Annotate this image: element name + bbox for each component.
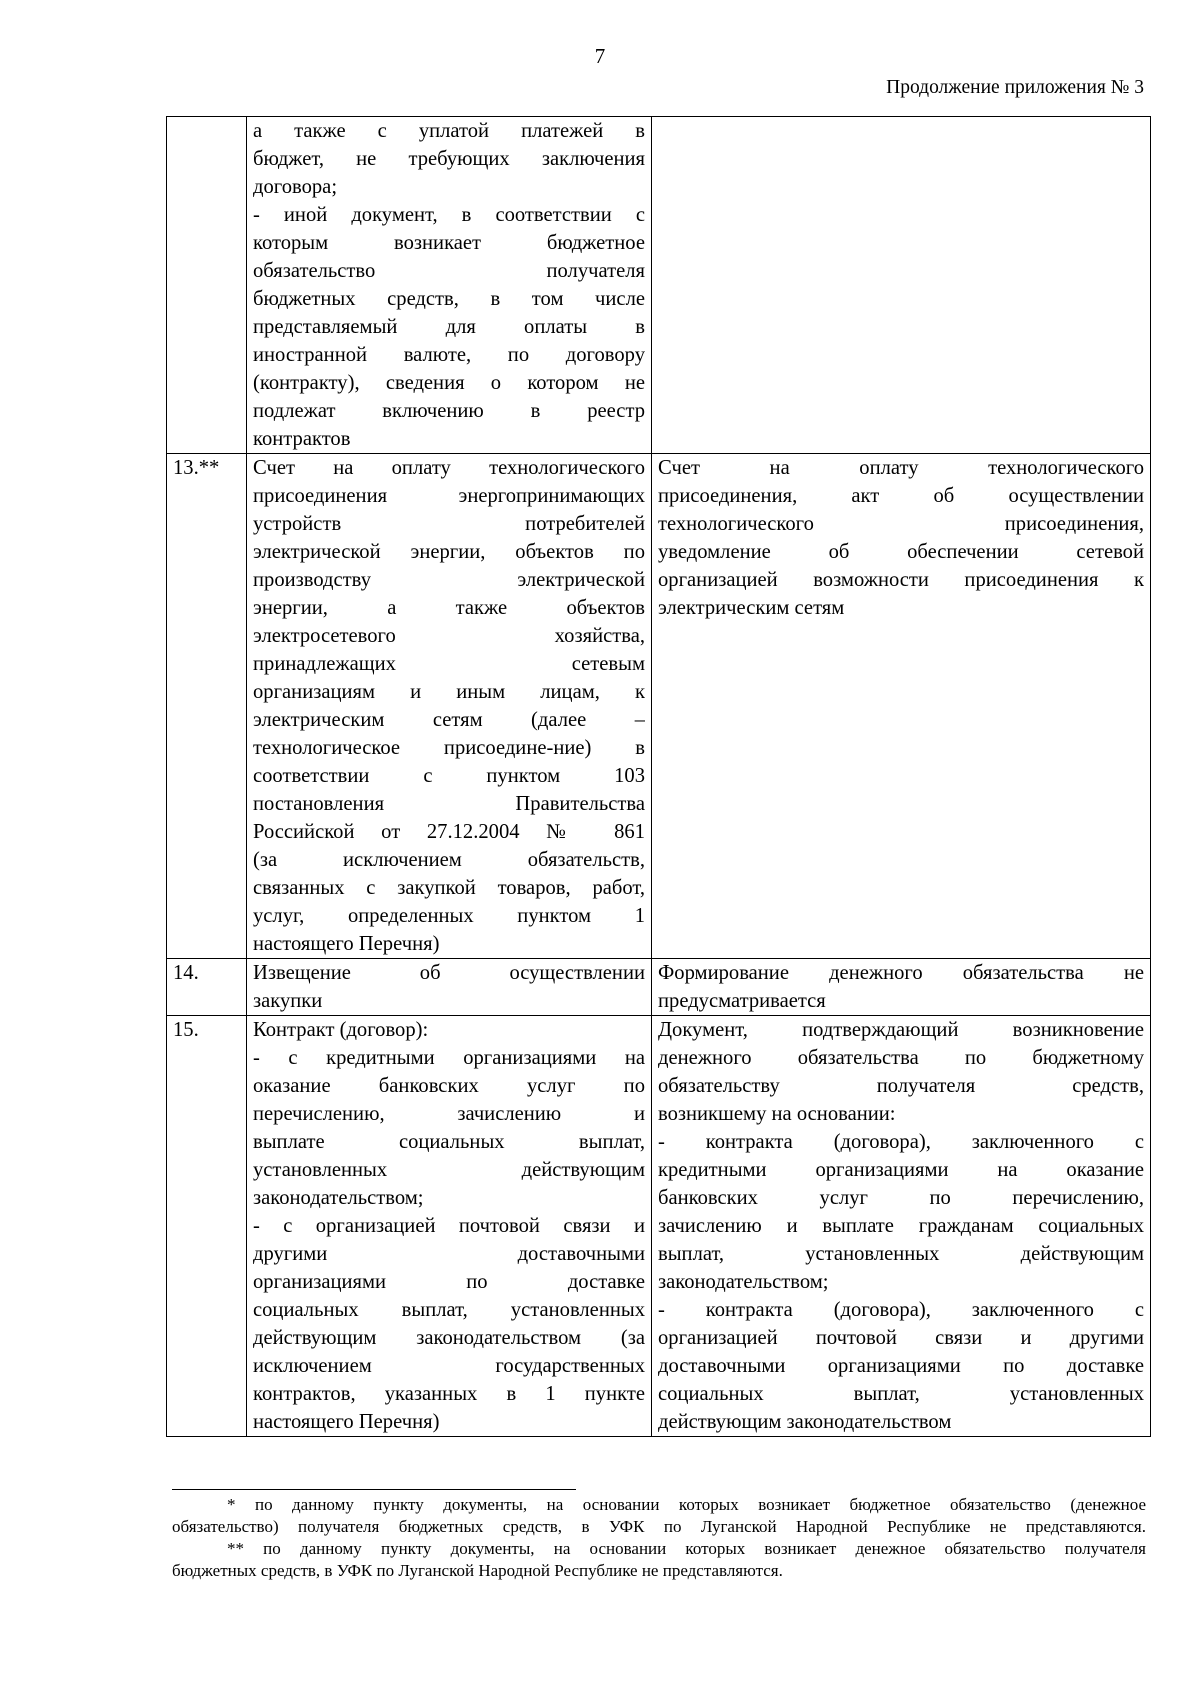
row-number-cell [167, 454, 247, 959]
row-number-cell [167, 1016, 247, 1437]
cell-line: соответствии с пунктом 103 [253, 765, 645, 787]
cell-line: услуг, определенных пунктом 1 [253, 905, 645, 927]
cell-line: организациям и иным лицам, к [253, 681, 645, 703]
table-row [167, 1016, 1151, 1437]
cell-line: электросетевого хозяйства, [253, 625, 645, 647]
cell-line: Счет на оплату технологического [658, 457, 1144, 479]
cell-line: исключением государственных [253, 1355, 645, 1377]
cell-line: постановления Правительства [253, 793, 645, 815]
document-cell [247, 1016, 652, 1437]
cell-line: подлежат включению в реестр [253, 400, 645, 422]
cell-line: представляемый для оплаты в [253, 316, 645, 338]
footnote-line: ** по данному пункту документы, на основании которых возникает денежное обязательство получателя [227, 1539, 1146, 1558]
cell-line: - с организацией почтовой связи и [253, 1215, 645, 1237]
cell-line: кредитными организациями на оказание [658, 1159, 1144, 1181]
basis-cell [652, 117, 1151, 454]
cell-line: другими доставочными [253, 1243, 645, 1265]
cell-line: - контракта (договора), заключенного с [658, 1131, 1144, 1153]
table-row [167, 454, 1151, 959]
cell-line: обязательству получателя средств, [658, 1075, 1144, 1097]
cell-line: настоящего Перечня) [253, 1411, 440, 1433]
cell-line: денежного обязательства по бюджетному [658, 1047, 1144, 1069]
cell-line: обязательство получателя [253, 260, 645, 282]
cell-line: предусматривается [658, 990, 826, 1012]
cell-line: бюджет, не требующих заключения [253, 148, 645, 170]
footnotes [172, 1494, 1146, 1582]
document-cell [247, 117, 652, 454]
cell-line: устройств потребителей [253, 513, 645, 535]
cell-line: настоящего Перечня) [253, 933, 440, 955]
document-cell [247, 959, 652, 1016]
cell-line: контрактов [253, 428, 351, 450]
cell-line: оказание банковских услуг по [253, 1075, 645, 1097]
cell-line: (за исключением обязательств, [253, 849, 645, 871]
cell-line: действующим законодательством [658, 1411, 952, 1433]
cell-line: закупки [253, 990, 323, 1012]
cell-line: электрическим сетям [658, 597, 845, 619]
row-number: 15. [173, 1019, 199, 1041]
row-number-cell [167, 117, 247, 454]
cell-line: - иной документ, в соответствии с [253, 204, 645, 226]
cell-line: банковских услуг по перечислению, [658, 1187, 1144, 1209]
cell-line: которым возникает бюджетное [253, 232, 645, 254]
footnote-line: бюджетных средств, в УФК по Луганской Народной Республике не представляются. [172, 1561, 783, 1580]
cell-line: организациями по доставке [253, 1271, 645, 1293]
cell-line: установленных действующим [253, 1159, 645, 1181]
cell-line: - контракта (договора), заключенного с [658, 1299, 1144, 1321]
cell-line: принадлежащих сетевым [253, 653, 645, 675]
basis-cell [652, 1016, 1151, 1437]
cell-line: организацией возможности присоединения к [658, 569, 1144, 591]
cell-line: производству электрической [253, 569, 645, 591]
row-number [173, 117, 240, 145]
cell-line: электрической энергии, объектов по [253, 541, 645, 563]
footnote-line: * по данному пункту документы, на основании которых возникает бюджетное обязательство (денежное [227, 1495, 1146, 1514]
row-number: 14. [173, 962, 199, 984]
cell-line: договора; [253, 176, 338, 198]
row-number-cell [167, 959, 247, 1016]
documents-table [166, 116, 1151, 1437]
cell-line: Счет на оплату технологического [253, 457, 645, 479]
cell-line: Извещение об осуществлении [253, 962, 645, 984]
cell-line: технологическое присоедине-ние) в [253, 737, 645, 759]
cell-line: Контракт (договор): [253, 1019, 429, 1041]
cell-line: Формирование денежного обязательства не [658, 962, 1144, 984]
cell-line: контрактов, указанных в 1 пункте [253, 1383, 645, 1405]
cell-line: возникшему на основании: [658, 1103, 896, 1125]
cell-line: законодательством; [658, 1271, 829, 1293]
cell-line: технологического присоединения, [658, 513, 1144, 535]
cell-line: - с кредитными организациями на [253, 1047, 645, 1069]
cell-line: Российской от 27.12.2004 № 861 [253, 821, 645, 843]
cell-line: электрическим сетям (далее – [253, 709, 645, 731]
footnote-line: обязательство) получателя бюджетных средств, в УФК по Луганской Народной Республике не представляются. [172, 1517, 1146, 1536]
cell-line: выплате социальных выплат, [253, 1131, 645, 1153]
row-number: 13.** [173, 457, 220, 479]
table-row [167, 959, 1151, 1016]
cell-line: (контракту), сведения о котором не [253, 372, 645, 394]
cell-line: энергии, а также объектов [253, 597, 645, 619]
continuation-label: Продолжение приложения № 3 [886, 77, 1144, 98]
cell-line: связанных с закупкой товаров, работ, [253, 877, 645, 899]
cell-line: присоединения энергопринимающих [253, 485, 645, 507]
basis-cell [652, 959, 1151, 1016]
cell-line: бюджетных средств, в том числе [253, 288, 645, 310]
document-cell [247, 454, 652, 959]
cell-line: уведомление об обеспечении сетевой [658, 541, 1144, 563]
cell-line: присоединения, акт об осуществлении [658, 485, 1144, 507]
cell-line: Документ, подтверждающий возникновение [658, 1019, 1144, 1041]
table-row [167, 117, 1151, 454]
cell-line: зачислению и выплате гражданам социальных [658, 1215, 1144, 1237]
cell-line: организацией почтовой связи и другими [658, 1327, 1144, 1349]
page-number: 7 [594, 44, 606, 68]
cell-line: перечислению, зачислению и [253, 1103, 645, 1125]
cell-line: выплат, установленных действующим [658, 1243, 1144, 1265]
cell-line: социальных выплат, установленных [658, 1383, 1144, 1405]
cell-line: иностранной валюте, по договору [253, 344, 645, 366]
basis-cell [652, 454, 1151, 959]
cell-line: доставочными организациями по доставке [658, 1355, 1144, 1377]
footnote-divider [172, 1489, 576, 1490]
cell-line: социальных выплат, установленных [253, 1299, 645, 1321]
cell-line: действующим законодательством (за [253, 1327, 645, 1349]
cell-line: а также с уплатой платежей в [253, 120, 645, 142]
cell-line: законодательством; [253, 1187, 424, 1209]
